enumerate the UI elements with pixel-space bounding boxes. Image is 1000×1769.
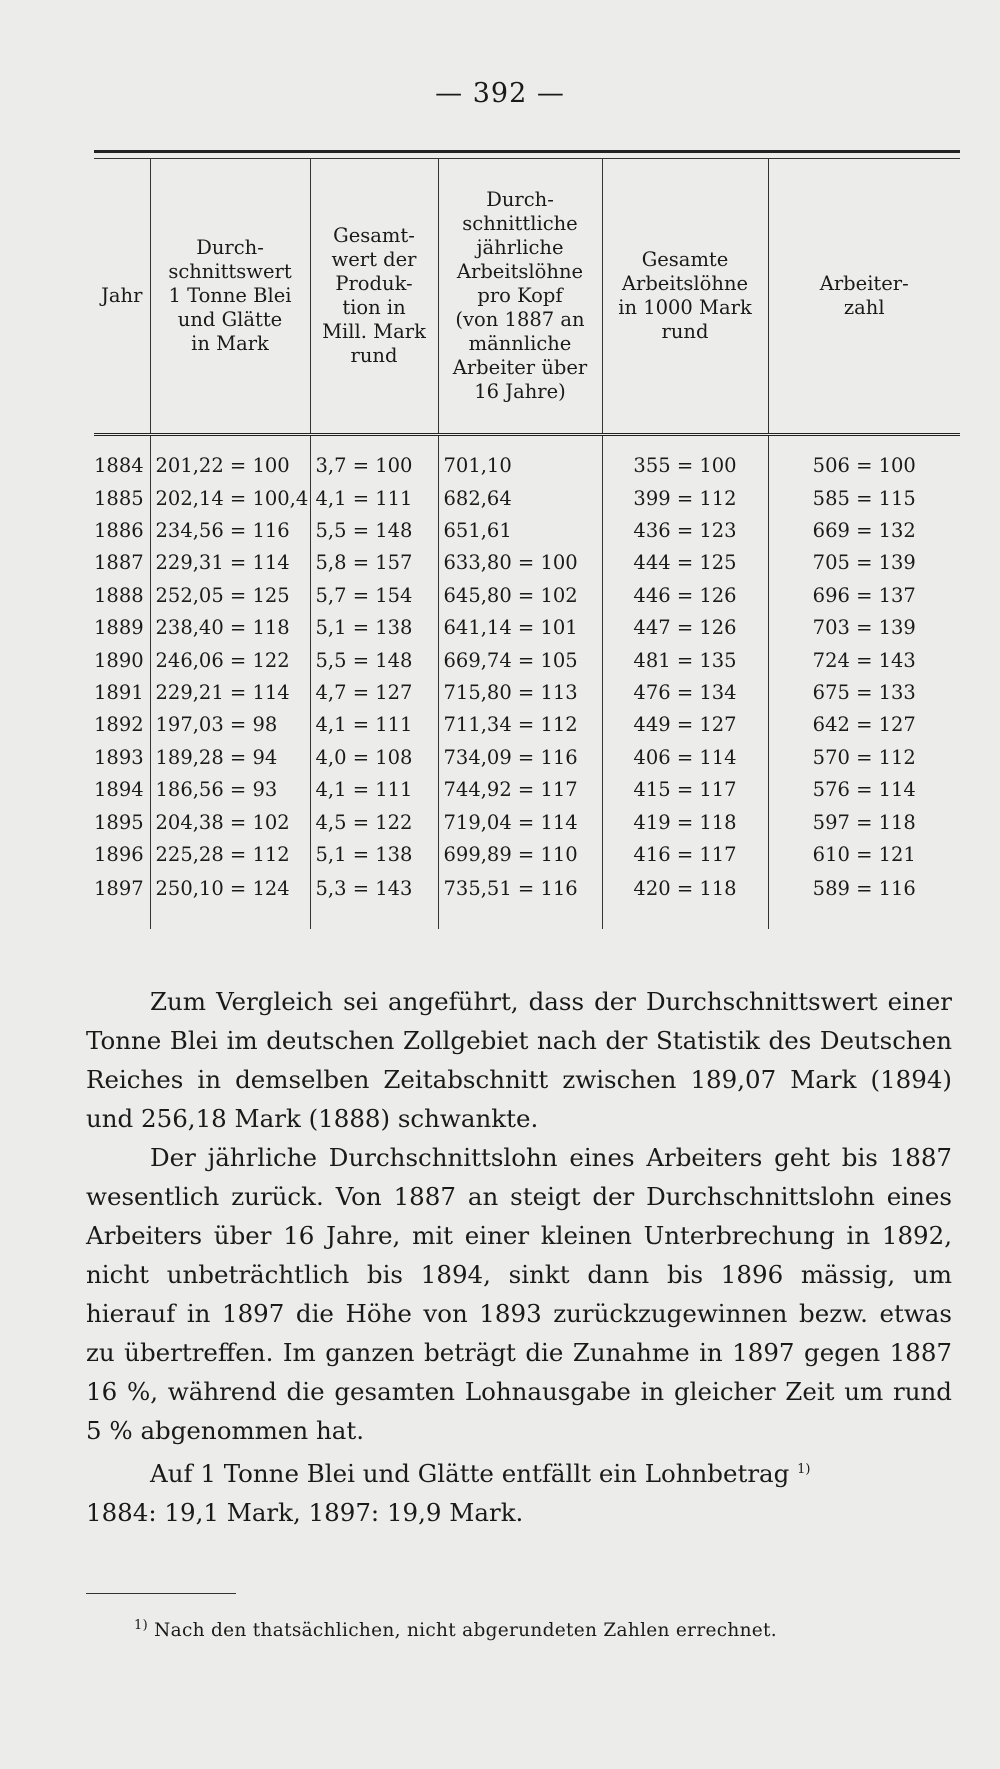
table-cell: 4,7 = 127 <box>310 676 438 708</box>
footnote-mark: 1) <box>134 1618 148 1633</box>
table-cell: 633,80 = 100 <box>438 547 602 579</box>
table-row <box>94 676 960 708</box>
table-cell: 682,64 <box>438 482 602 514</box>
table-cell: 229,31 = 114 <box>150 547 310 579</box>
table-cell: 229,21 = 114 <box>150 676 310 708</box>
table-cell: 5,1 = 138 <box>310 612 438 644</box>
paragraph-wage-per-ton: Auf 1 Tonne Blei und Glätte entfällt ein Lohnbetrag $^{1)}$ 1884: 19,1 Mark, 1897: 19,9 Mark. <box>86 1459 811 1528</box>
table-cell: 476 = 134 <box>602 676 768 708</box>
table-cell: 4,1 = 111 <box>310 709 438 741</box>
table-cell: 4,1 = 111 <box>310 774 438 806</box>
column-header: Gesamt- wert der Produk- tion in Mill. Mark rund <box>310 159 438 435</box>
table-cell: 4,5 = 122 <box>310 806 438 838</box>
table-cell: 642 = 127 <box>768 709 960 741</box>
table-cell: 197,03 = 98 <box>150 709 310 741</box>
year-cell: 1891 <box>94 681 144 705</box>
table-cell: 610 = 121 <box>768 838 960 870</box>
table-cell: 669 = 132 <box>768 514 960 546</box>
year-cell: 1897 <box>94 877 144 901</box>
table-cell: 589 = 116 <box>768 871 960 929</box>
table-row <box>94 579 960 611</box>
table-cell: 715,80 = 113 <box>438 676 602 708</box>
table-row <box>94 514 960 546</box>
table-cell: 202,14 = 100,4 <box>150 482 310 514</box>
paragraph: Der jährliche Durchschnittslohn eines Arbeiters geht bis 1887 wesentlich zurück. Von 1887 an steigt der Durchschnittslohn eines Arbeiters über 16 Jahre, mit einer kleinen Unterbrechung in 1892, nicht unbeträchtlich bis 1894, sinkt dann bis 1896 mässig, um hierauf in 1897 die Höhe von 1893 zurückzugewinnen bezw. etwas zu übertreffen. Im ganzen beträgt die Zunahme in 1897 gegen 1887 16 %, während die gesamten Lohnausgabe in gleicher Zeit um rund 5 % abgenommen hat. <box>86 1143 952 1445</box>
table-row <box>94 644 960 676</box>
column-header: Arbeiter- zahl <box>768 159 960 435</box>
footnote-text: Nach den thatsächlichen, nicht abgerundeten Zahlen errechnet. <box>154 1620 777 1642</box>
table-cell: 701,10 <box>438 435 602 483</box>
table-top-rule <box>94 150 960 159</box>
table-cell: 238,40 = 118 <box>150 612 310 644</box>
table-cell: 5,3 = 143 <box>310 871 438 929</box>
table-cell: 5,5 = 148 <box>310 644 438 676</box>
column-header: Jahr <box>101 284 143 307</box>
table-row <box>94 774 960 806</box>
footnote-divider <box>86 1593 236 1594</box>
paragraph: Zum Vergleich sei angeführt, dass der Durchschnittswert einer Tonne Blei im deutschen Zollgebiet nach der Statistik des Deutschen Reiches in demselben Zeitabschnitt zwischen 189,07 Mark (1894) und 256,18 Mark (1888) schwankte. <box>86 987 952 1133</box>
table-cell: 481 = 135 <box>602 644 768 676</box>
table-row <box>94 838 960 870</box>
column-header: Durch- schnittliche jährliche Arbeitslöhne pro Kopf (von 1887 an männliche Arbeiter über 16 Jahre) <box>438 159 602 435</box>
year-cell: 1893 <box>94 745 144 769</box>
table-cell: 506 = 100 <box>768 435 960 483</box>
table-cell: 570 = 112 <box>768 741 960 773</box>
table-cell: 399 = 112 <box>602 482 768 514</box>
page-number: — 392 — <box>435 78 565 109</box>
year-cell: 1886 <box>94 519 144 543</box>
table-body <box>94 435 960 929</box>
table-cell: 734,09 = 116 <box>438 741 602 773</box>
table-cell: 4,0 = 108 <box>310 741 438 773</box>
year-cell: 1889 <box>94 616 144 640</box>
table-cell: 252,05 = 125 <box>150 579 310 611</box>
table-cell: 5,5 = 148 <box>310 514 438 546</box>
table-cell: 225,28 = 112 <box>150 838 310 870</box>
table-cell: 703 = 139 <box>768 612 960 644</box>
table-cell: 651,61 <box>438 514 602 546</box>
table-cell: 669,74 = 105 <box>438 644 602 676</box>
table-cell: 444 = 125 <box>602 547 768 579</box>
table-cell: 419 = 118 <box>602 806 768 838</box>
table-cell: 416 = 117 <box>602 838 768 870</box>
table-cell: 735,51 = 116 <box>438 871 602 929</box>
year-cell: 1894 <box>94 778 144 802</box>
table-cell: 744,92 = 117 <box>438 774 602 806</box>
year-cell: 1884 <box>94 453 144 477</box>
year-cell: 1895 <box>94 810 144 834</box>
table-row <box>94 612 960 644</box>
year-cell: 1892 <box>94 713 144 737</box>
table-cell: 641,14 = 101 <box>438 612 602 644</box>
table-cell: 250,10 = 124 <box>150 871 310 929</box>
table-cell: 447 = 126 <box>602 612 768 644</box>
table-cell: 597 = 118 <box>768 806 960 838</box>
table-cell: 585 = 115 <box>768 482 960 514</box>
table-row <box>94 709 960 741</box>
year-cell: 1896 <box>94 842 144 866</box>
table-cell: 446 = 126 <box>602 579 768 611</box>
table-row <box>94 871 960 929</box>
table-cell: 5,1 = 138 <box>310 838 438 870</box>
table-cell: 246,06 = 122 <box>150 644 310 676</box>
table-cell: 3,7 = 100 <box>310 435 438 483</box>
table-cell: 576 = 114 <box>768 774 960 806</box>
wage-statistics-table <box>94 150 960 929</box>
table-cell: 406 = 114 <box>602 741 768 773</box>
table-cell: 355 = 100 <box>602 435 768 483</box>
table-cell: 189,28 = 94 <box>150 741 310 773</box>
table-cell: 204,38 = 102 <box>150 806 310 838</box>
table-cell: 5,8 = 157 <box>310 547 438 579</box>
table-cell: 645,80 = 102 <box>438 579 602 611</box>
footnote <box>134 1618 777 1641</box>
year-cell: 1885 <box>94 486 144 510</box>
footnote-reference: 1) <box>797 1462 811 1477</box>
table-cell: 186,56 = 93 <box>150 774 310 806</box>
table-cell: 201,22 = 100 <box>150 435 310 483</box>
column-header: Gesamte Arbeitslöhne in 1000 Mark rund <box>602 159 768 435</box>
table-cell: 5,7 = 154 <box>310 579 438 611</box>
table-row <box>94 482 960 514</box>
table-cell: 724 = 143 <box>768 644 960 676</box>
table-cell: 436 = 123 <box>602 514 768 546</box>
table-cell: 675 = 133 <box>768 676 960 708</box>
table-cell: 705 = 139 <box>768 547 960 579</box>
column-header: Durch- schnittswert 1 Tonne Blei und Glätte in Mark <box>150 159 310 435</box>
year-cell: 1887 <box>94 551 144 575</box>
table-row <box>94 435 960 483</box>
body-text <box>86 982 952 1532</box>
table-cell: 420 = 118 <box>602 871 768 929</box>
table-cell: 4,1 = 111 <box>310 482 438 514</box>
table-cell: 719,04 = 114 <box>438 806 602 838</box>
table-cell: 696 = 137 <box>768 579 960 611</box>
table-cell: 699,89 = 110 <box>438 838 602 870</box>
table-row <box>94 806 960 838</box>
table-row <box>94 547 960 579</box>
table-cell: 711,34 = 112 <box>438 709 602 741</box>
table-cell: 415 = 117 <box>602 774 768 806</box>
table-cell: 449 = 127 <box>602 709 768 741</box>
year-cell: 1890 <box>94 648 144 672</box>
table-row <box>94 741 960 773</box>
table-cell: 234,56 = 116 <box>150 514 310 546</box>
table-header-row <box>94 159 960 435</box>
year-cell: 1888 <box>94 583 144 607</box>
